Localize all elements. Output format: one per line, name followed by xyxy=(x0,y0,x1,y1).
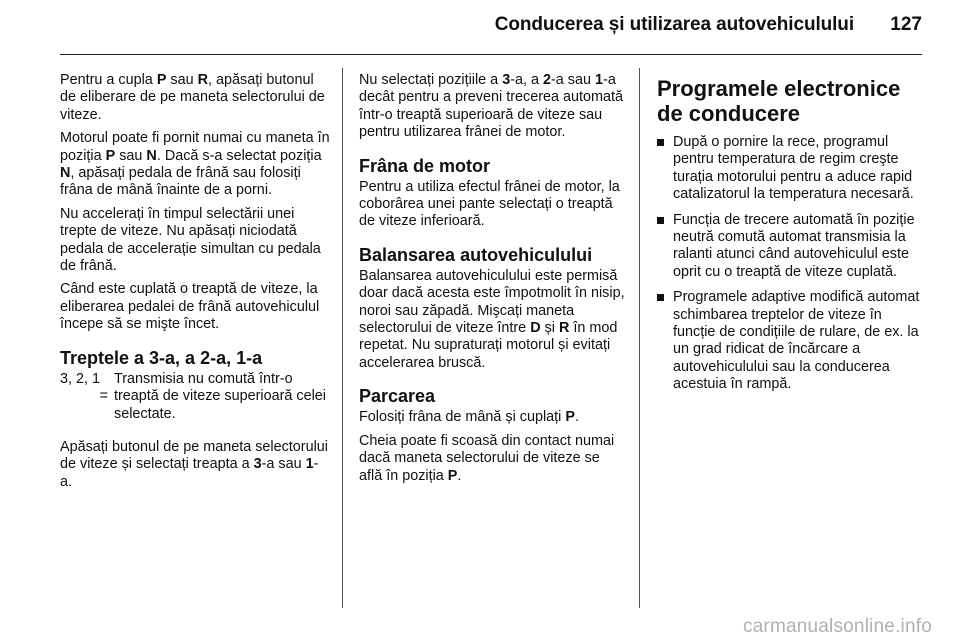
list-item: Funcția de trecere automată în poziție neutră comută automat transmisia la ralanti atunci când autovehiculul este oprit cu o treaptă de viteze cuplată. xyxy=(657,212,923,282)
heading-trepte: Treptele a 3-a, a 2-a, 1-a xyxy=(60,347,263,368)
paragraph-eliberare: Când este cuplată o treaptă de viteze, la eliberarea pedalei de frână autovehiculul începe să se mişte încet. xyxy=(60,281,320,333)
definition-row xyxy=(60,371,330,423)
header-title: Conducerea și utilizarea autovehiculului xyxy=(494,14,854,35)
paragraph-cheia: Cheia poate fi scoasă din contact numai dacă maneta selectorului de viteze se află în poziția P. xyxy=(359,432,615,484)
definition-text: Transmisia nu comută într-o treaptă de viteze superioară celei selectate. xyxy=(114,370,326,422)
column-1 xyxy=(60,72,330,497)
paragraph-pornire: Motorul poate fi pornit numai cu maneta în poziția P sau N. Dacă s-a selectat poziția N, apăsați pedala de frână sau folosiți frâna de mână înainte de a porni. xyxy=(60,130,330,199)
bullet-square-icon xyxy=(657,294,664,301)
paragraph-frana-motor: Pentru a utiliza efectul frânei de motor, la coborârea unei pante selectați o treaptă de viteze inferioară. xyxy=(359,178,620,230)
heading-programe: Programele electronice de conducere xyxy=(657,76,901,126)
column-2 xyxy=(359,72,625,491)
heading-frana-motor: Frâna de motor xyxy=(359,155,491,176)
watermark: carmanualsonline.info xyxy=(742,616,932,637)
definition-term: 3, 2, 1 = xyxy=(60,370,108,405)
paragraph-accelerare: Nu accelerați în timpul selectării unei trepte de viteze. Nu apăsați niciodată pedala de accelerație simultan cu pedala de frână. xyxy=(60,205,321,275)
column-divider-left xyxy=(342,68,343,608)
column-divider-right xyxy=(639,68,640,608)
list-item: După o pornire la rece, programul pentru temperatura de regim creşte turația motorului pentru a aduce rapid catalizatorul la temperatura necesară. xyxy=(657,134,923,204)
paragraph-balansare: Balansarea autovehiculului este permisă doar dacă acesta este împotmolit în nisip, noroi sau zăpadă. Mişcați maneta selectorului de viteze între D și R în mod repetat. Nu supraturați motorul și evitați accelerarea bruscă. xyxy=(359,267,625,371)
paragraph-selectare: Apăsați butonul de pe maneta selectorului de viteze și selectați treapta a 3-a sau 1-a. xyxy=(60,438,329,490)
heading-balansare: Balansarea autovehiculului xyxy=(359,244,593,265)
bullet-square-icon xyxy=(657,217,664,224)
header-rule xyxy=(60,54,922,55)
list-item: Programele adaptive modifică automat schimbarea treptelor de viteze în funcție de condițiile de rulare, de ex. la un grad ridicat de încărcare a autovehiculului sau la conducerea acestuia în rampă. xyxy=(657,289,923,393)
paragraph-cupla: Pentru a cupla P sau R, apăsați butonul de eliberare de pe maneta selectorului de viteze. xyxy=(60,72,325,123)
bullet-square-icon xyxy=(657,139,664,146)
page-number: 127 xyxy=(890,14,922,35)
bullet-list xyxy=(657,134,923,394)
paragraph-nu-selectati: Nu selectați pozițiile a 3-a, a 2-a sau 1-a decât pentru a preveni trecerea automată într-o treaptă superioară de viteze sau pentru utilizarea frânei de motor. xyxy=(359,72,623,141)
column-3 xyxy=(657,76,923,402)
paragraph-parcarea: Folosiți frâna de mână și cuplați P. xyxy=(359,409,579,426)
heading-parcarea: Parcarea xyxy=(359,386,436,407)
